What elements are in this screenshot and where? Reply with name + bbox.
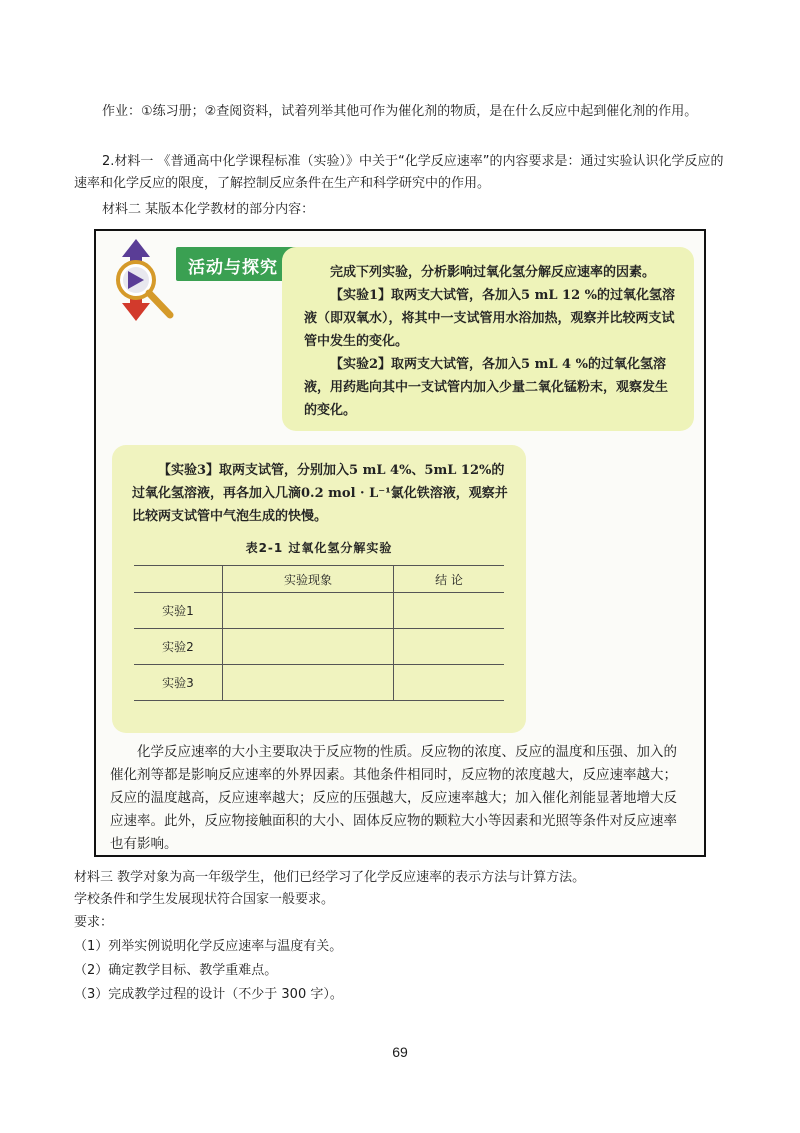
table-row (134, 665, 504, 701)
table-cell (223, 629, 394, 665)
table-cell (394, 629, 505, 665)
table-header-cell: 结 论 (394, 566, 505, 593)
summary-paragraph: 化学反应速率的大小主要取决于反应物的性质。反应物的浓度、反应的温度和压强、加入的催化剂等都是影响反应速率的外界因素。其他条件相同时，反应物的浓度越大，反应速率越大；反应的温度越高，反应速率越大；反应的压强越大，反应速率越大；加入催化剂能显著地增大反应速率。此外，反应物接触面积的大小、固体反应物的颗粒大小等因素和光照等条件对反应速率也有影响。 (110, 744, 677, 852)
requirements-label: 要求： (74, 915, 114, 930)
material-two-label: 材料二 某版本化学教材的部分内容： (102, 202, 315, 217)
row-label: 实验1 (134, 593, 223, 629)
table-cell (223, 593, 394, 629)
table-header-row (134, 566, 504, 593)
table-row (134, 629, 504, 665)
table-row (134, 593, 504, 629)
row-label: 实验3 (134, 665, 223, 701)
table-header-cell: 实验现象 (223, 566, 394, 593)
table-cell (223, 665, 394, 701)
requirement-item-2: （2）确定教学目标、教学重难点。 (74, 963, 278, 978)
experiment-1-text: 【实验1】取两支大试管，各加入5 mL 12 %的过氧化氢溶液（即双氧水），将其中一支试管用水浴加热，观察并比较两支试管中发生的变化。 (304, 288, 676, 349)
table-header-cell (134, 566, 223, 593)
table-title: 表2-1 过氧化氢分解实验 (245, 541, 393, 555)
table-cell (394, 593, 505, 629)
experiment-table (134, 565, 504, 701)
experiment-3-text: 【实验3】取两支试管，分别加入5 mL 4%、5mL 12%的过氧化氢溶液，再各加入几滴0.2 mol · L⁻¹氯化铁溶液，观察并比较两支试管中气泡生成的快慢。 (132, 463, 508, 524)
activity-banner-title: 活动与探究 (188, 258, 278, 278)
homework-text: 作业：①练习册；②查阅资料，试着列举其他可作为催化剂的物质，是在什么反应中起到催化剂的作用。 (102, 104, 698, 119)
activity-intro: 完成下列实验，分析影响过氧化氢分解反应速率的因素。 (330, 265, 656, 280)
material-three-line-1: 材料三 教学对象为高一年级学生，他们已经学习了化学反应速率的表示方法与计算方法。 (74, 870, 586, 885)
requirement-item-3: （3）完成教学过程的设计（不少于 300 字）。 (74, 987, 343, 1002)
table-cell (394, 665, 505, 701)
row-label: 实验2 (134, 629, 223, 665)
experiment-box-two (112, 445, 526, 733)
magnifier-logo-icon (108, 237, 180, 323)
textbook-excerpt-figure (94, 229, 706, 857)
material-one-text: 2.材料一 《普通高中化学课程标准（实验）》中关于“化学反应速率”的内容要求是：通过实验认识化学反应的速率和化学反应的限度，了解控制反应条件在生产和科学研究中的作用。 (74, 154, 724, 191)
experiment-box-one (282, 247, 694, 431)
page-number: 69 (392, 1044, 408, 1060)
requirement-item-1: （1）列举实例说明化学反应速率与温度有关。 (74, 939, 343, 954)
material-three-line-2: 学校条件和学生发展现状符合国家一般要求。 (74, 892, 335, 907)
experiment-2-text: 【实验2】取两支大试管，各加入5 mL 4 %的过氧化氢溶液，用药匙向其中一支试管内加入少量二氧化锰粉末，观察发生的变化。 (304, 357, 669, 418)
